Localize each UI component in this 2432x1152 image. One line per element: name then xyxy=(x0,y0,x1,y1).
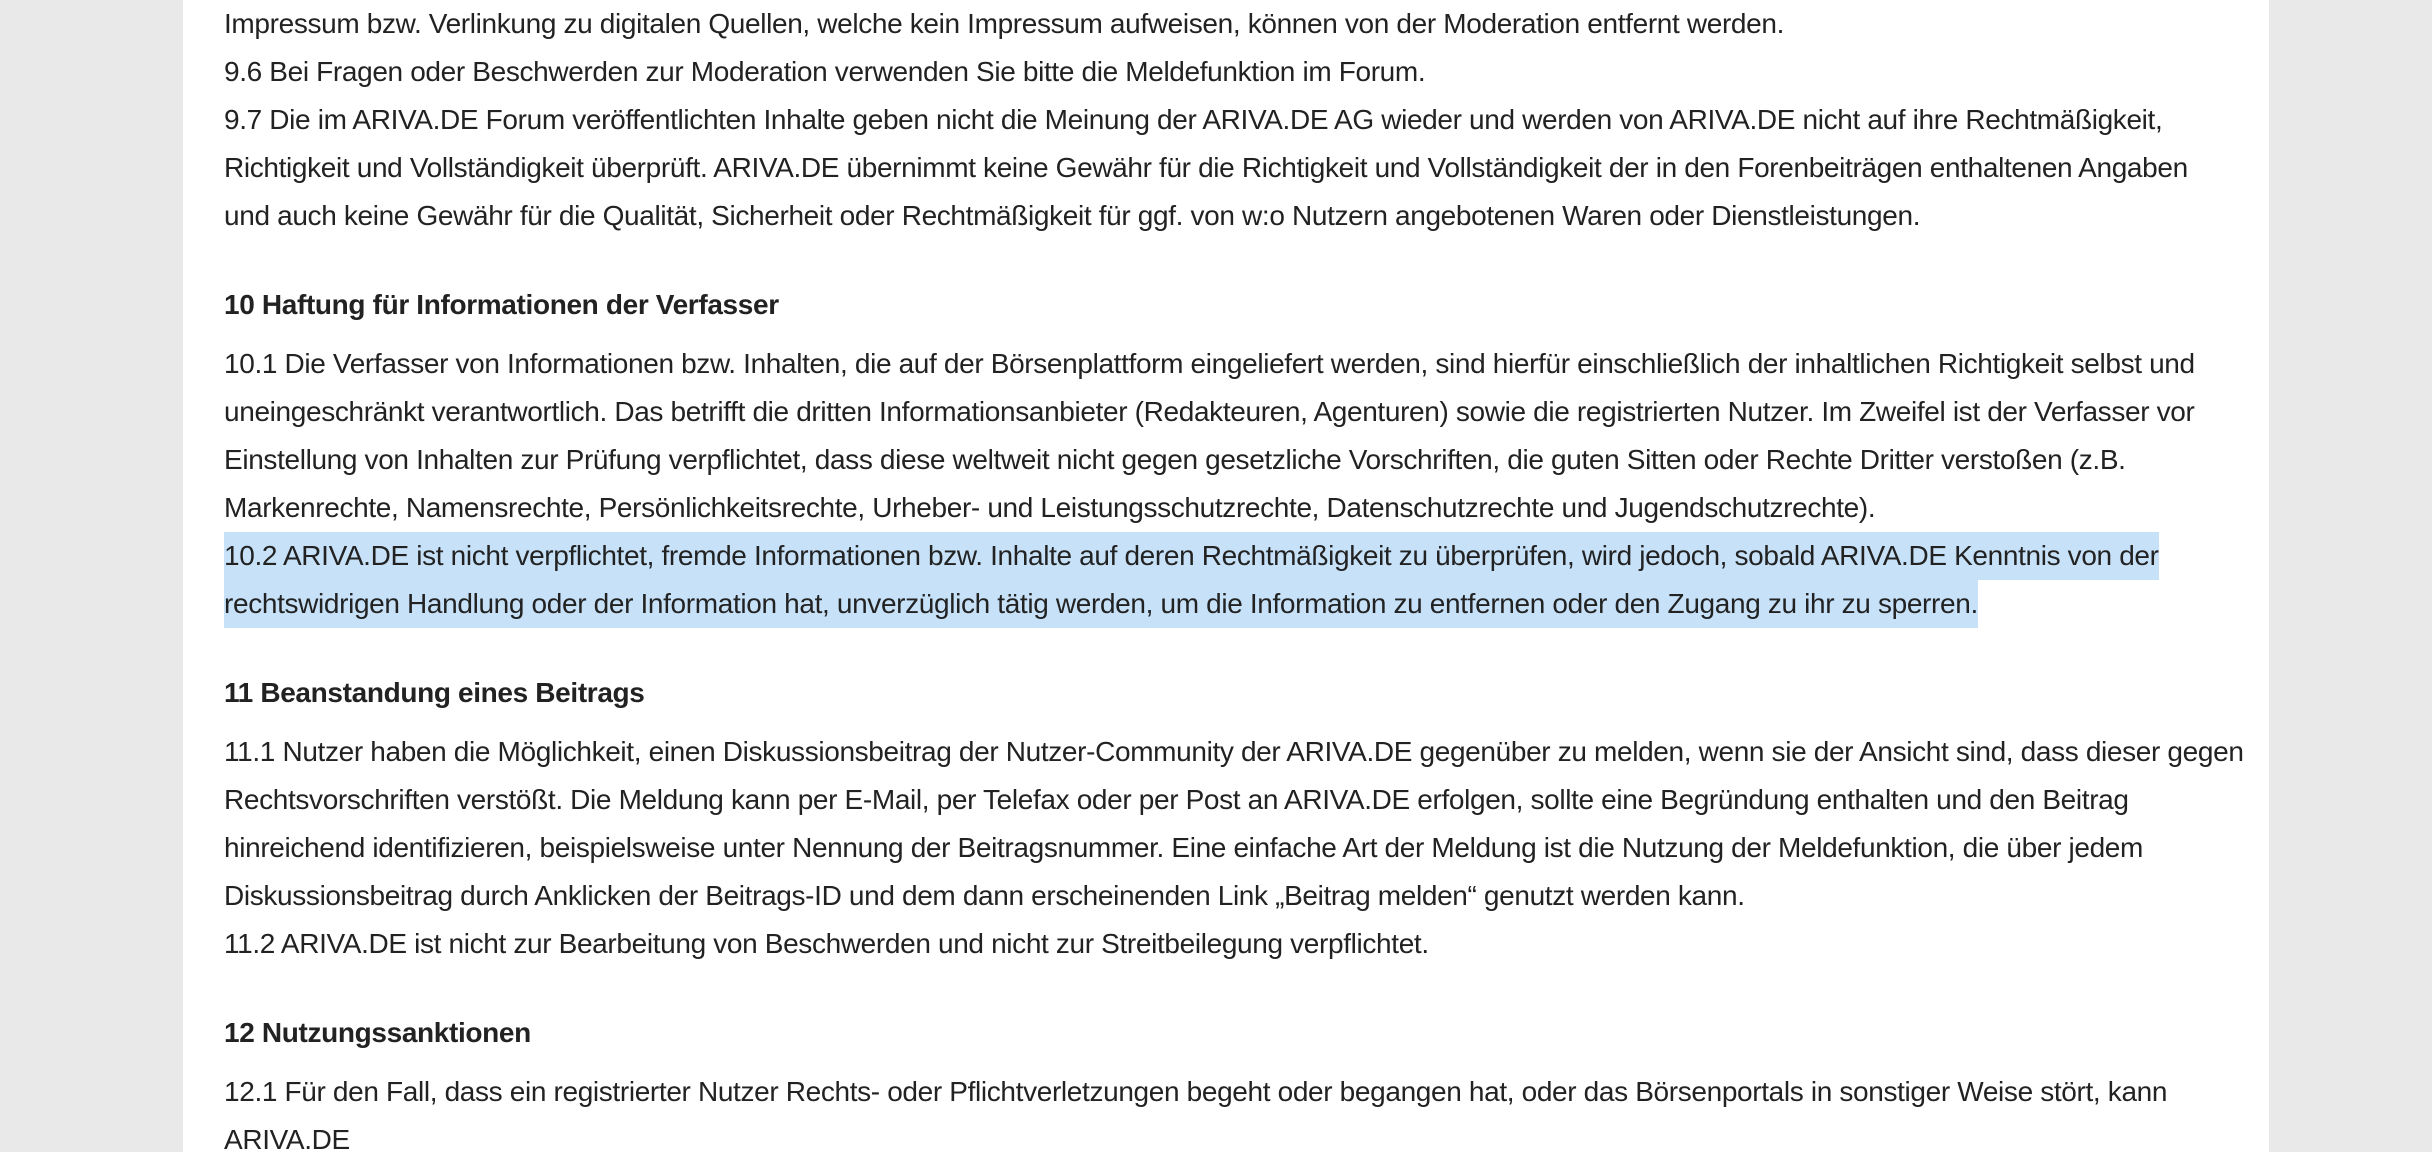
text-line: und auch keine Gewähr für die Qualität, Sicherheit oder Rechtmäßigkeit für ggf. von w:o Nutzern angebotenen Waren oder Dienstleistungen. xyxy=(224,200,1921,231)
text-line: Diskussionsbeitrag durch Anklicken der Beitrags-ID und dem dann erscheinenden Link „Beitrag melden“ genutzt werden kann. xyxy=(224,880,1745,911)
text-line: 11.1 Nutzer haben die Möglichkeit, einen Diskussionsbeitrag der Nutzer-Community der ARIVA.DE gegenüber zu melden, wenn sie der Ansicht sind, dass dieser gegen xyxy=(224,736,2244,767)
selected-text-line[interactable]: rechtswidrigen Handlung oder der Information hat, unverzüglich tätig werden, um die Information zu entfernen oder den Zugang zu ihr zu sperren. xyxy=(224,580,1978,628)
text-line: 12.1 Für den Fall, dass ein registrierter Nutzer Rechts- oder Pflichtverletzungen begeht oder begangen hat, oder das Börsenportals in sonstiger Weise stört, kann xyxy=(224,1076,2168,1107)
text-line: 11.2 ARIVA.DE ist nicht zur Bearbeitung von Beschwerden und nicht zur Streitbeilegung verpflichtet. xyxy=(224,928,1429,959)
text-line: uneingeschränkt verantwortlich. Das betrifft die dritten Informationsanbieter (Redakteuren, Agenturen) sowie die registrierten Nutzer. Im Zweifel ist der Verfasser vor xyxy=(224,396,2195,427)
section-heading-10: 10 Haftung für Informationen der Verfasser xyxy=(224,289,779,320)
text-line: Einstellung von Inhalten zur Prüfung verpflichtet, dass diese weltweit nicht gegen gesetzliche Vorschriften, die guten Sitten oder Rechte Dritter verstoßen (z.B. xyxy=(224,444,2126,475)
text-line: Markenrechte, Namensrechte, Persönlichkeitsrechte, Urheber- und Leistungsschutzrechte, Datenschutzrechte und Jugendschutzrechte). xyxy=(224,492,1876,523)
section-heading-11: 11 Beanstandung eines Beitrags xyxy=(224,677,645,708)
text-line: 9.6 Bei Fragen oder Beschwerden zur Moderation verwenden Sie bitte die Meldefunktion im Forum. xyxy=(224,56,1426,87)
text-line: hinreichend identifizieren, beispielsweise unter Nennung der Beitragsnummer. Eine einfache Art der Meldung ist die Nutzung der Meldefunktion, die über jedem xyxy=(224,832,2143,863)
section-heading-12: 12 Nutzungssanktionen xyxy=(224,1017,531,1048)
selected-text-line[interactable]: 10.2 ARIVA.DE ist nicht verpflichtet, fremde Informationen bzw. Inhalte auf deren Rechtmäßigkeit zu überprüfen, wird jedoch, sobald ARIVA.DE Kenntnis von der xyxy=(224,532,2159,580)
text-line: Impressum bzw. Verlinkung zu digitalen Quellen, welche kein Impressum aufweisen, können von der Moderation entfernt werden. xyxy=(224,8,1785,39)
text-line: 10.1 Die Verfasser von Informationen bzw. Inhalten, die auf der Börsenplattform eingeliefert werden, sind hierfür einschließlich der inhaltlichen Richtigkeit selbst und xyxy=(224,348,2195,379)
text-line: 9.7 Die im ARIVA.DE Forum veröffentlichten Inhalte geben nicht die Meinung der ARIVA.DE AG wieder und werden von ARIVA.DE nicht auf ihre Rechtmäßigkeit, xyxy=(224,104,2163,135)
text-line: Rechtsvorschriften verstößt. Die Meldung kann per E-Mail, per Telefax oder per Post an ARIVA.DE erfolgen, sollte eine Begründung enthalten und den Beitrag xyxy=(224,784,2129,815)
text-line: ARIVA.DE xyxy=(224,1124,350,1152)
text-line: Richtigkeit und Vollständigkeit überprüft. ARIVA.DE übernimmt keine Gewähr für die Richtigkeit und Vollständigkeit der in den Forenbeiträgen enthaltenen Angaben xyxy=(224,152,2188,183)
document-page xyxy=(183,0,2269,1152)
